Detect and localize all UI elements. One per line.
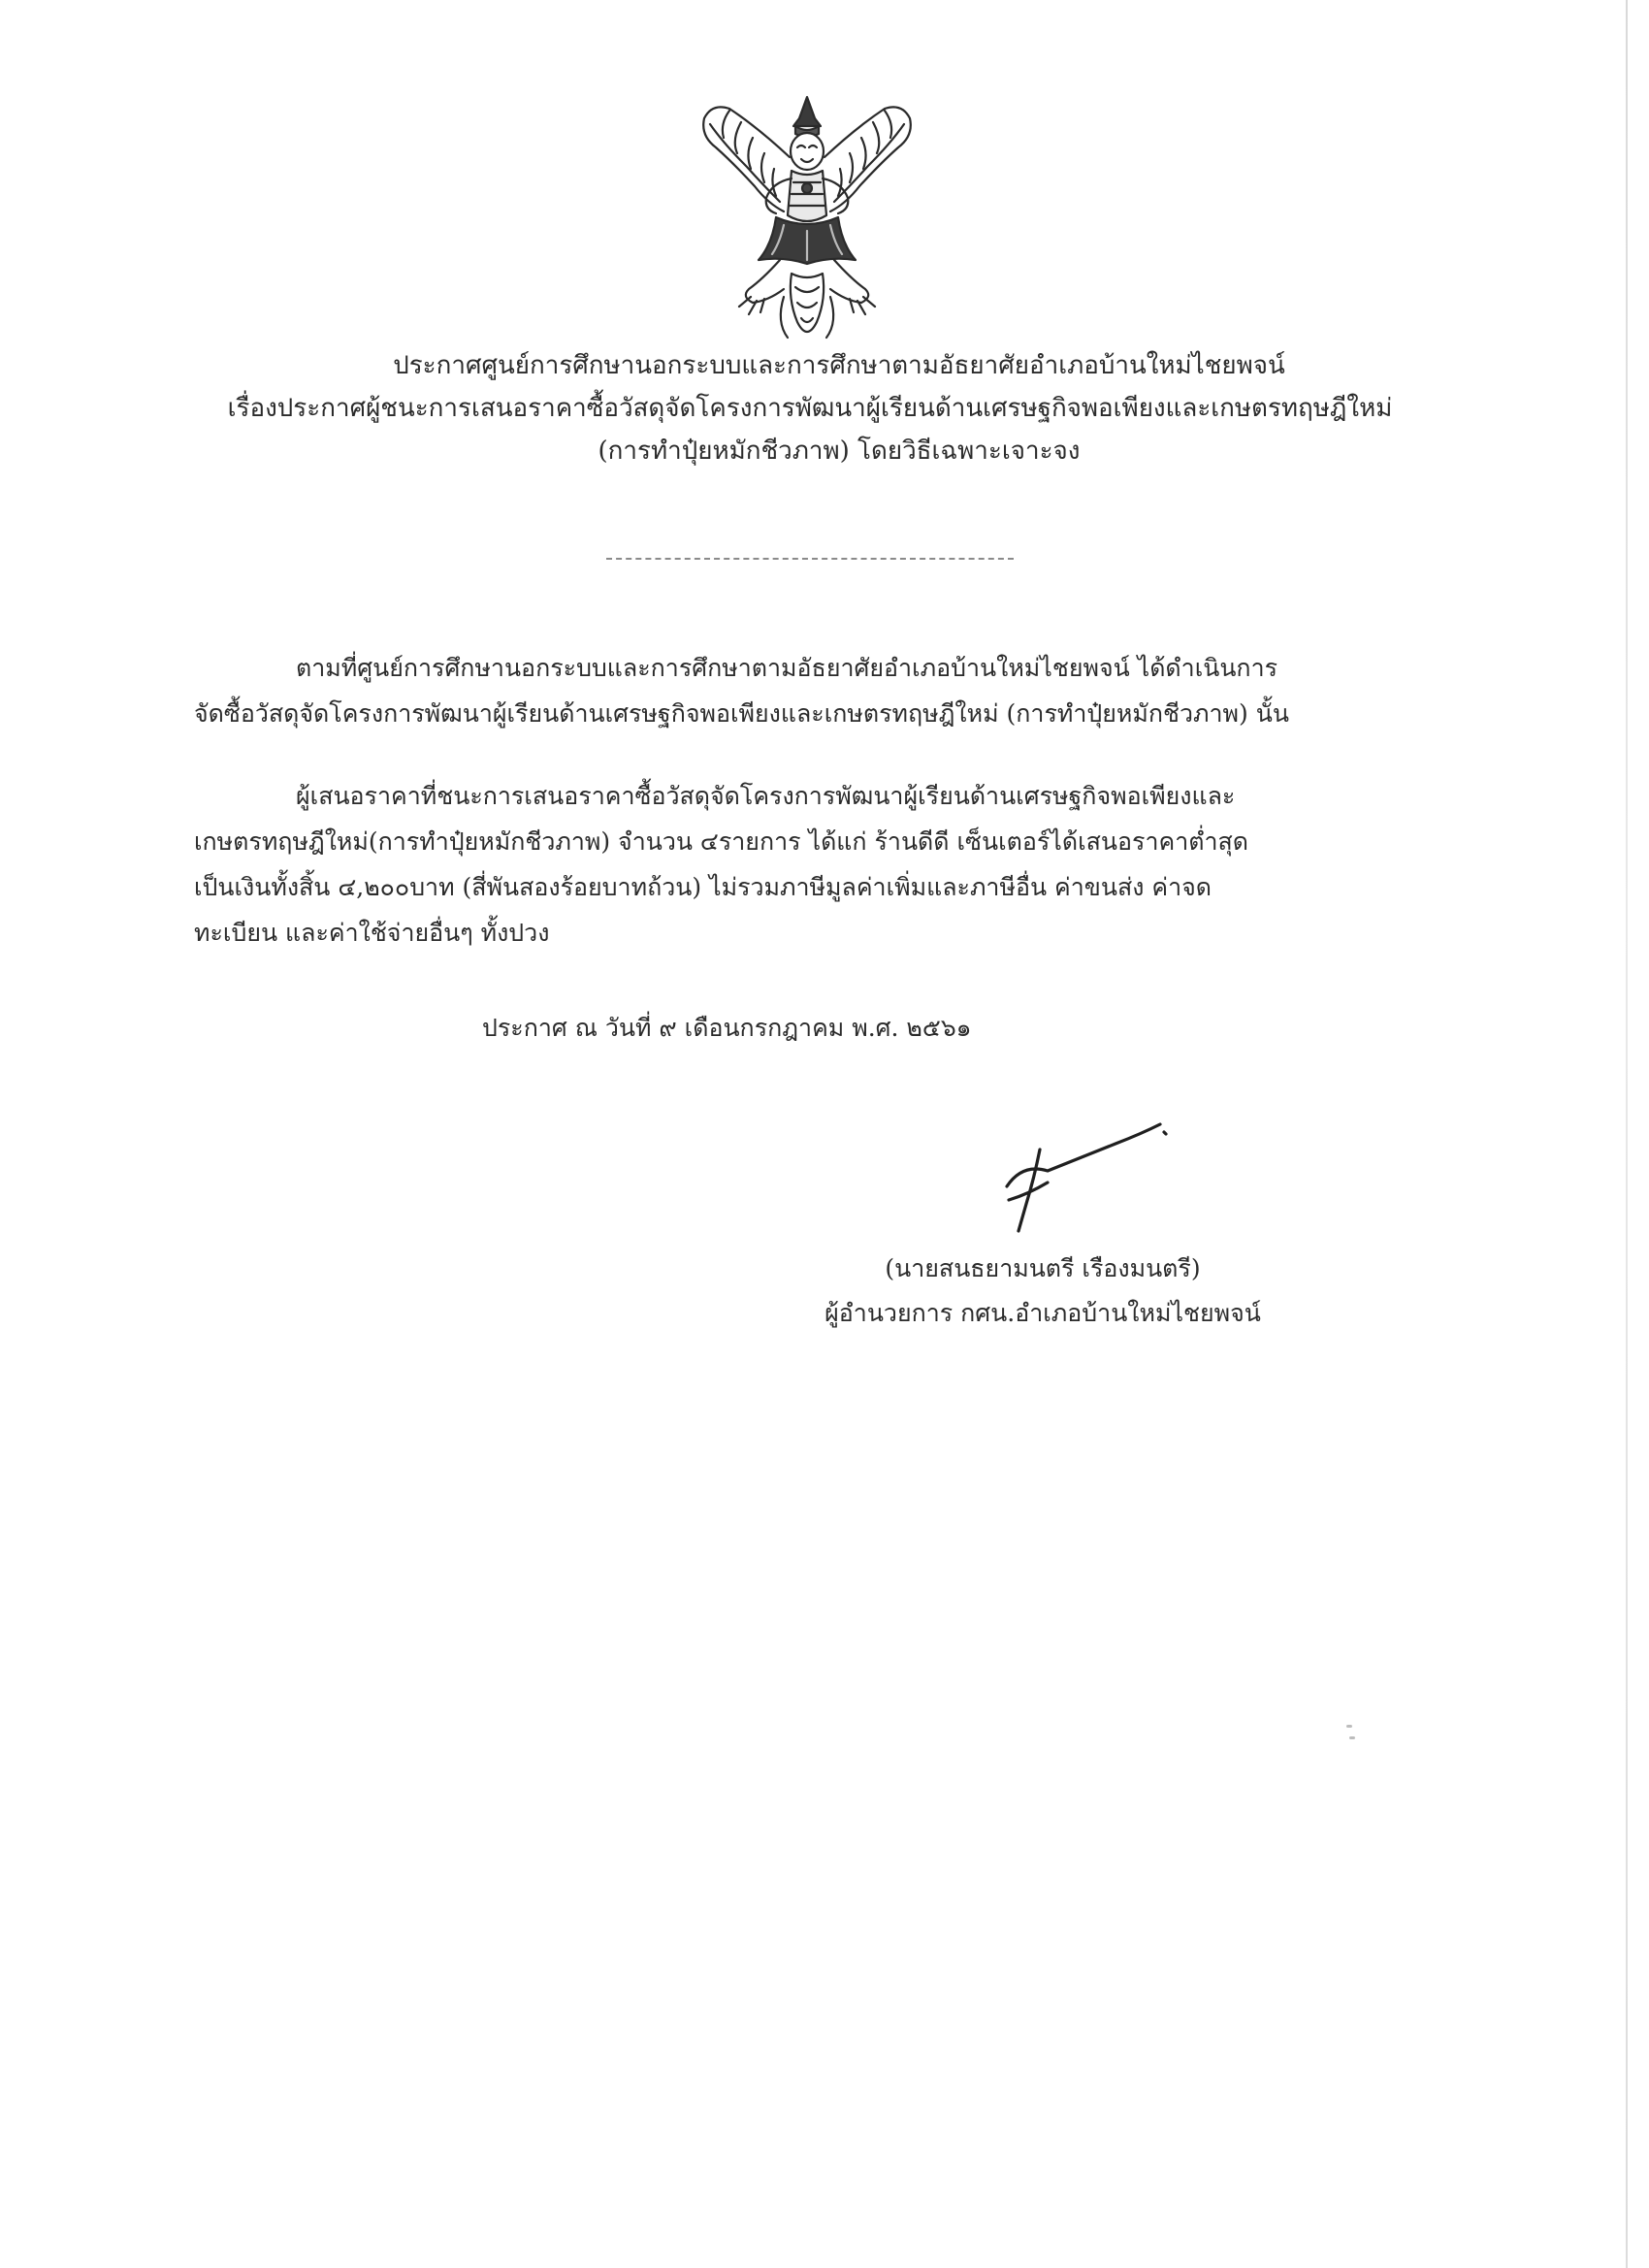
body-paragraph-2 [194, 773, 1426, 956]
scan-speck [1349, 1736, 1355, 1739]
handwritten-signature-icon [989, 1111, 1174, 1237]
announcement-subject: เรื่องประกาศผู้ชนะการเสนอราคาซื้อวัสดุจัดโครงการพัฒนาผู้เรียนด้านเศรษฐกิจพอเพียงและเกษตรทฤษฎีใหม่ [227, 394, 1393, 423]
scan-speck [1346, 1725, 1352, 1728]
announcement-subject-continued: (การทำปุ๋ยหมักชีวภาพ) โดยวิธีเฉพาะเจาะจง [598, 437, 1081, 466]
garuda-emblem-icon [691, 89, 923, 349]
paragraph-1-line-2: จัดซื้อวัสดุจัดโครงการพัฒนาผู้เรียนด้านเศรษฐกิจพอเพียงและเกษตรทฤษฎีใหม่ (การทำปุ๋ยหมักชีวภาพ) นั้น [194, 699, 1289, 728]
dashed-divider [606, 558, 1014, 560]
scan-page-edge [1626, 0, 1628, 2268]
paragraph-2-line-2: เกษตรทฤษฎีใหม่(การทำปุ๋ยหมักชีวภาพ) จำนวน ๔รายการ ได้แก่ ร้านดีดี เซ็นเตอร์ได้เสนอราคาต่ำสุด [194, 827, 1249, 856]
paragraph-1-line-1: ตามที่ศูนย์การศึกษานอกระบบและการศึกษาตามอัธยาศัยอำเภอบ้านใหม่ไชยพจน์ ได้ดำเนินการ [296, 654, 1278, 682]
paragraph-2-line-3: เป็นเงินทั้งสิ้น ๔,๒๐๐บาท (สี่พันสองร้อยบาทถ้วน) ไม่รวมภาษีมูลค่าเพิ่มและภาษีอื่น ค่าขนส่ง ค่าจด [194, 873, 1212, 901]
announcement-title: ประกาศศูนย์การศึกษานอกระบบและการศึกษาตามอัธยาศัยอำเภอบ้านใหม่ไชยพจน์ [393, 351, 1285, 380]
body-paragraph-1 [194, 645, 1426, 736]
signer-position: ผู้อำนวยการ กศน.อำเภอบ้านใหม่ไชยพจน์ [824, 1299, 1261, 1327]
signer-block [776, 1247, 1310, 1336]
announcement-header [146, 344, 1504, 472]
announcement-date: ประกาศ ณ วันที่ ๙ เดือนกรกฎาคม พ.ศ. ๒๕๖๑ [482, 1014, 972, 1042]
paragraph-2-line-4: ทะเบียน และค่าใช้จ่ายอื่นๆ ทั้งปวง [194, 919, 550, 947]
paragraph-2-line-1: ผู้เสนอราคาที่ชนะการเสนอราคาซื้อวัสดุจัดโครงการพัฒนาผู้เรียนด้านเศรษฐกิจพอเพียงและ [296, 782, 1236, 810]
signer-name: (นายสนธยามนตรี เรืองมนตรี) [885, 1254, 1201, 1282]
